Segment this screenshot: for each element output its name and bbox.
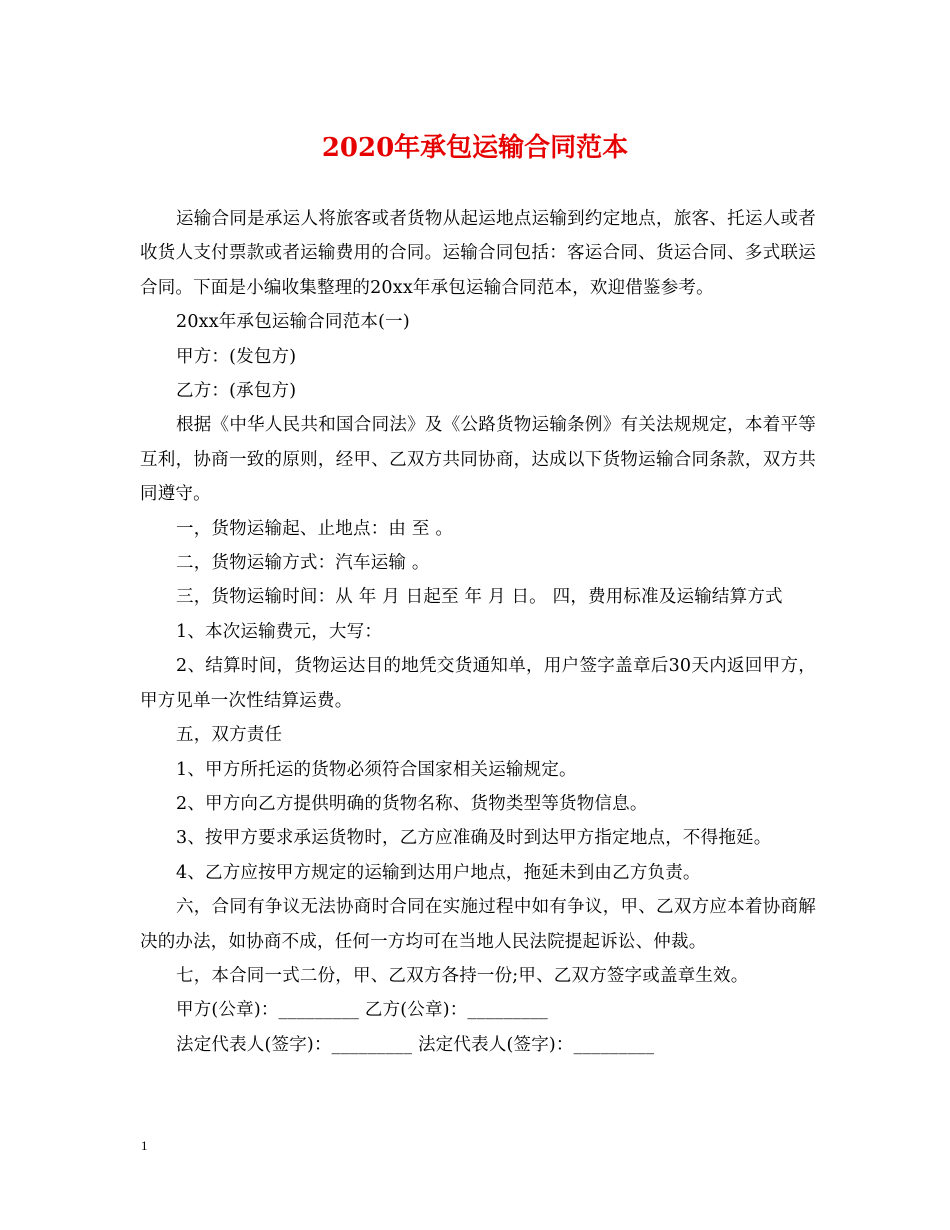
paragraph-fee-2: 2、结算时间，货物运达目的地凭交货通知单，用户签字盖章后30天内返回甲方，甲方见单一次性结算运费。 [140, 656, 816, 711]
paragraph-fee-1: 1、本次运输费元，大写： [176, 621, 383, 642]
document-title: 2020年承包运输合同范本 [321, 133, 629, 163]
paragraph-clause-5: 五，双方责任 [176, 725, 283, 746]
paragraph-seal-line: 甲方(公章)：_________ 乙方(公章)：_________ [176, 1000, 548, 1021]
document-body [140, 202, 816, 1062]
paragraph-party-b: 乙方：(承包方) [176, 381, 297, 402]
paragraph-clause-6: 六，合同有争议无法协商时合同在实施过程中如有争议，甲、乙双方应本着协商解决的办法，如协商不成，任何一方均可在当地人民法院提起诉讼、仲裁。 [140, 897, 816, 952]
paragraph-duty-2: 2、甲方向乙方提供明确的货物名称、货物类型等货物信息。 [176, 793, 648, 814]
paragraph-duty-4: 4、乙方应按甲方规定的运输到达用户地点，拖延未到由乙方负责。 [176, 862, 701, 883]
paragraph-clause-1: 一，货物运输起、止地点：由 至 。 [176, 518, 454, 539]
paragraph-party-a: 甲方：(发包方) [176, 346, 297, 367]
paragraph-duty-1: 1、甲方所托运的货物必须符合国家相关运输规定。 [176, 759, 577, 780]
paragraph-clause-2: 二，货物运输方式：汽车运输 。 [176, 553, 430, 574]
paragraph-signature-line: 法定代表人(签字)：_________ 法定代表人(签字)：_________ [176, 1034, 655, 1055]
page-number: 1 [141, 1138, 148, 1153]
paragraph-intro: 运输合同是承运人将旅客或者货物从起运地点运输到约定地点，旅客、托运人或者收货人支付票款或者运输费用的合同。运输合同包括：客运合同、货运合同、多式联运合同。下面是小编收集整理的20xx年承包运输合同范本，欢迎借鉴参考。 [140, 209, 816, 298]
paragraph-basis: 根据《中华人民共和国合同法》及《公路货物运输条例》有关法规规定，本着平等互利，协商一致的原则，经甲、乙双方共同协商，达成以下货物运输合同条款，双方共同遵守。 [140, 415, 816, 505]
paragraph-clause-3: 三，货物运输时间：从 年 月 日起至 年 月 日。 四，费用标准及运输结算方式 [176, 587, 783, 608]
paragraph-duty-3: 3、按甲方要求承运货物时，乙方应准确及时到达甲方指定地点，不得拖延。 [176, 828, 772, 849]
paragraph-subtitle: 20xx年承包运输合同范本(一) [176, 312, 410, 333]
paragraph-clause-7: 七，本合同一式二份，甲、乙双方各持一份;甲、乙双方签字或盖章生效。 [176, 965, 749, 986]
